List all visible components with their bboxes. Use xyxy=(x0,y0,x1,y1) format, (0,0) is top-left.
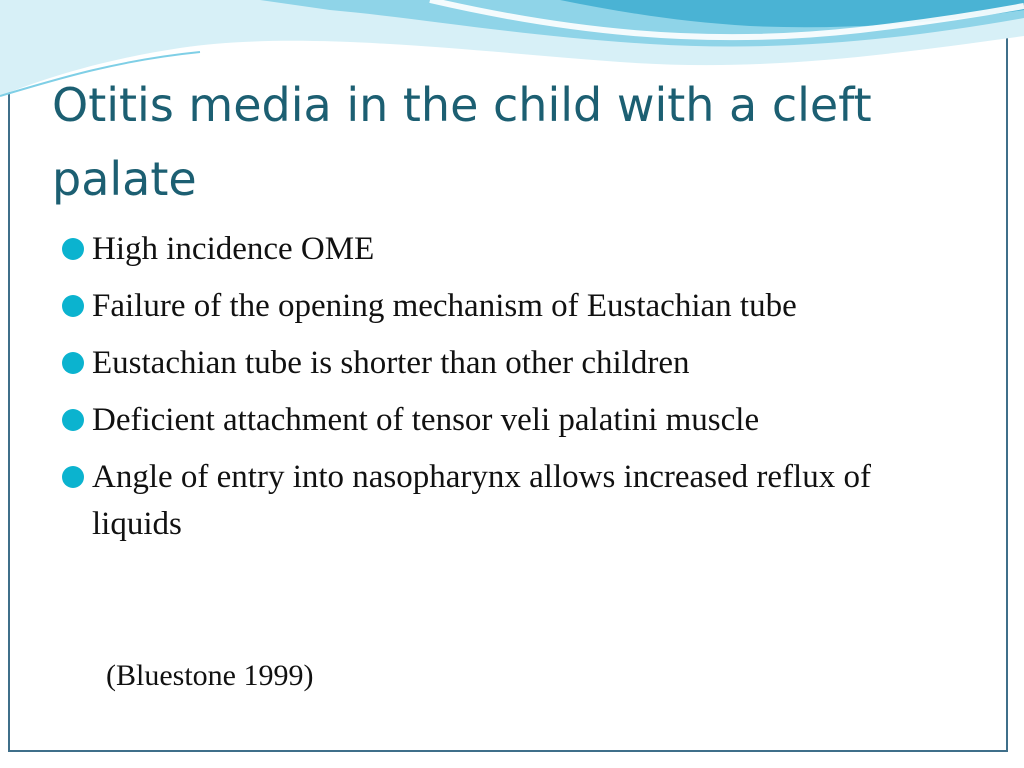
bullet-item xyxy=(62,226,962,273)
bullet-icon xyxy=(62,466,84,488)
bullet-text: Eustachian tube is shorter than other children xyxy=(92,345,690,381)
citation: (Bluestone 1999) xyxy=(106,659,314,692)
bullet-text: Failure of the opening mechanism of Eustachian tube xyxy=(92,288,797,324)
bullet-item xyxy=(62,454,962,548)
bullet-text: Angle of entry into nasopharynx allows increased reflux of liquids xyxy=(92,459,871,542)
bullet-list xyxy=(62,226,962,558)
bullet-item xyxy=(62,397,962,444)
bullet-item xyxy=(62,340,962,387)
bullet-icon xyxy=(62,409,84,431)
bullet-icon xyxy=(62,238,84,260)
bullet-icon xyxy=(62,352,84,374)
bullet-text: High incidence OME xyxy=(92,231,375,267)
bullet-text: Deficient attachment of tensor veli palatini muscle xyxy=(92,402,760,438)
bullet-icon xyxy=(62,295,84,317)
bullet-item xyxy=(62,283,962,330)
slide-title: Otitis media in the child with a cleft palate xyxy=(52,78,872,206)
